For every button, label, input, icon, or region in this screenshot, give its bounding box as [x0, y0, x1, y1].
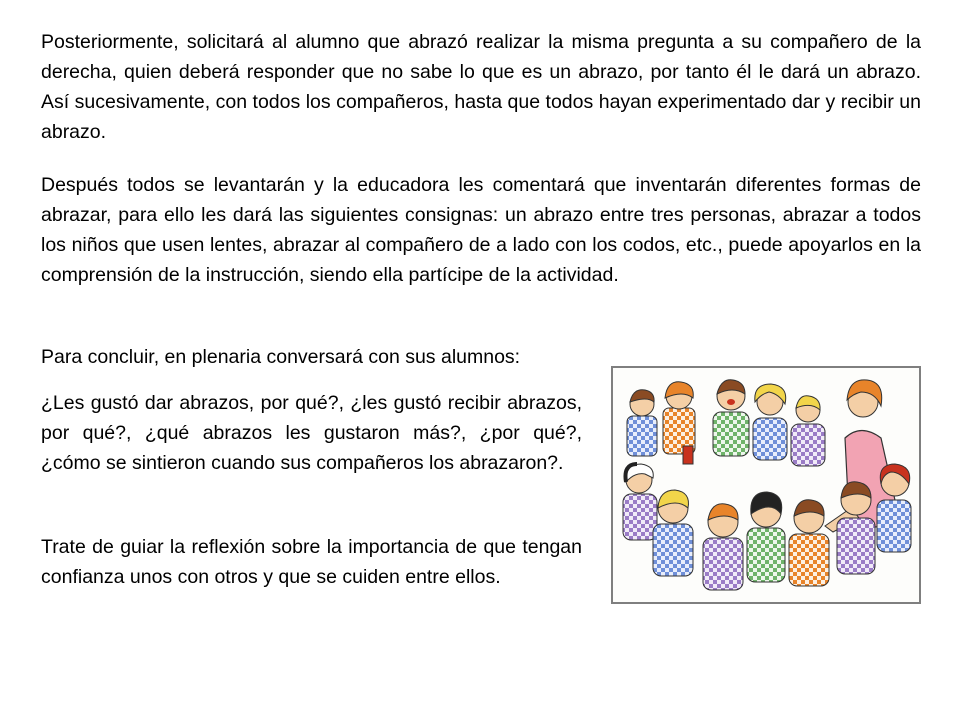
child-figure — [623, 464, 657, 540]
child-figure — [713, 380, 749, 456]
child-figure — [837, 482, 875, 574]
child-figure — [627, 390, 657, 456]
paragraph-2: Después todos se levantarán y la educadora les comentará que inventarán diferentes formas de abrazar, para ello les dará las siguientes consignas: un abrazo entre tres personas, abrazar a todos los niños que usen lentes, abrazar al compañero de a lado con los codos, etc., puede apoyarlos en la comprensión de la instrucción, siendo ella partícipe de la actividad. — [41, 174, 921, 286]
child-figure — [877, 464, 911, 552]
child-figure — [753, 384, 787, 460]
child-figure — [663, 382, 695, 464]
child-figure — [653, 490, 693, 576]
children-circle-illustration — [611, 366, 921, 604]
paragraph-5: Trate de guiar la reflexión sobre la importancia de que tengan confianza unos con otros y que se cuiden entre ellos. — [41, 536, 582, 588]
paragraph-1: Posteriormente, solicitará al alumno que abrazó realizar la misma pregunta a su compañero de la derecha, quien deberá responder que no sabe lo que es un abrazo, por tanto él le dará un abrazo. Así sucesivamente, con todos los compañeros, hasta que todos hayan experimentado dar y recibir un abrazo. — [41, 31, 921, 143]
child-figure — [791, 396, 825, 466]
child-figure — [703, 504, 743, 590]
child-figure — [789, 500, 829, 586]
paragraph-3: Para concluir, en plenaria conversará con sus alumnos: — [41, 346, 521, 368]
paragraph-4: ¿Les gustó dar abrazos, por qué?, ¿les gustó recibir abrazos, por qué?, ¿qué abrazos les gustaron más?, ¿por qué?, ¿cómo se sintieron cuando sus compañeros los abrazaron?. — [41, 392, 582, 474]
illustration-drawing — [613, 368, 919, 602]
child-figure — [747, 492, 785, 582]
